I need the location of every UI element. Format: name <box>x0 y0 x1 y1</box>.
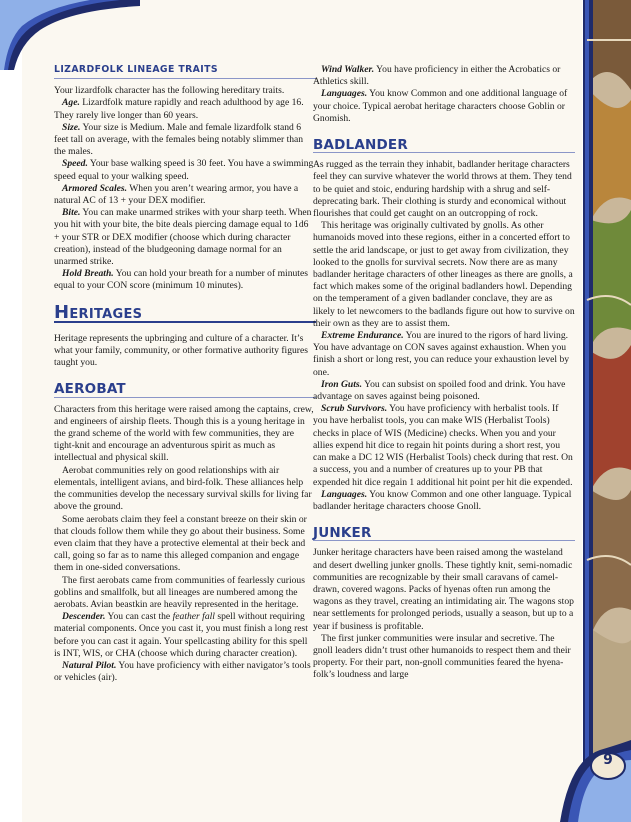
trait-languages-aerobat <box>313 88 575 125</box>
trait-text: You are inured to the rigors of hard living. You have advantage on CON saves against exhaustion. When you finish a short or long rest, you can reduce your exhaustion level by one. <box>313 330 570 378</box>
trait-text: You have proficiency with either navigator’s tools or vehicles (air). <box>54 659 311 684</box>
page-number: 9 <box>603 752 613 768</box>
trait-text: Your base walking speed is 30 feet. You have a swimming speed equal to your walking speed. <box>54 158 314 182</box>
left-column <box>54 60 316 684</box>
trait-age <box>54 97 316 121</box>
heading-lizardfolk-traits: LIZARDFOLK LINEAGE TRAITS <box>54 64 316 79</box>
trait-name: Speed. <box>62 158 88 170</box>
right-column <box>313 64 575 682</box>
trait-name: Iron Guts. <box>321 378 363 390</box>
trait-name: Bite. <box>62 207 81 219</box>
trait-size <box>54 122 316 159</box>
trait-text: You have proficiency in either the Acrobatics or Athletics skill. <box>313 64 561 88</box>
trait-name: Age. <box>62 97 80 109</box>
trait-name: Scrub Survivors. <box>321 403 388 415</box>
trait-text: You can cast the <box>105 611 173 623</box>
heritages-paragraph: Heritage represents the upbringing and culture of a character. It’s what your family, community, or other formative authority figures taught you. <box>54 332 308 369</box>
trait-text: You have proficiency with herbalist tools. If you have herbalist tools, you can make WIS (Herbalist Tools) checks in place of WIS (Medicine) checks. When you and your allies expend hit dice to regain hit points during a short rest, you can make a DC 12 WIS (Herbalist Tools) check during that rest. On a success, you and a number of creatures up to your PB that expended hit dice regain 1 additional hit point per hit die expended. <box>313 403 573 488</box>
trait-name: Armored Scales. <box>62 182 128 194</box>
trait-text: Lizardfolk mature rapidly and reach adulthood by age 16. They rarely live longer than 60 years. <box>54 97 304 121</box>
trait-name: Hold Breath. <box>62 268 114 280</box>
trait-text: You know Common and one other language. Typical badlander heritage characters choose Gnoll. <box>313 488 572 512</box>
trait-name: Natural Pilot. <box>62 659 117 671</box>
heading-heritages: Heritages <box>54 307 316 323</box>
trait-natural-pilot <box>54 660 316 684</box>
spell-name: feather fall <box>172 611 215 623</box>
trait-languages-badlander <box>313 489 575 513</box>
badlander-paragraph-2: This heritage was originally cultivated by gnolls. As other humanoids moved into these regions, either in a concerted effort to settle the arid landscape, or just to get away from civilization, they looked to the gnolls for survival secrets. Now there are as many badlander heritage characters of other lineages as there are gnolls, a fact which makes some of the original badlanders howl. Depending on the temperament of a given badlander conclave, they are as likely to let newcomers to the badlands figure out how to survive on their own as they are to assist them. <box>313 220 575 329</box>
trait-text: You know Common and one additional language of your choice. Typical aerobat heritage characters choose Goblin or Gnomish. <box>313 88 568 124</box>
aerobat-paragraph-4: The first aerobats came from communities of fearlessly curious goblins and smallfolk, but all lineages are numbered among the aerobats. Avian beastkin are heavily represented in the heritage. <box>54 574 305 610</box>
aerobat-paragraph-1: Characters from this heritage were raised among the captains, crew, and engineers of airship fleets. Though this is a young heritage in the grand scheme of the world with few communities, they are tight-knit and encourage an adventurous spirit as much as intellectual and physical skill. <box>54 403 314 464</box>
junker-paragraph-1: Junker heritage characters have been raised among the wasteland and desert dwelling junker gnolls. These tightly knit, semi-nomadic communities are recognizable by their small caravans of camel-drawn, covered wagons. Packs of hyenas often run among the wagons as they travel, creating an intimidating air. The wagons stop near settlements for prolonged periods, usually a season, but up to a year if business is profitable. <box>313 547 574 632</box>
trait-extreme-endurance <box>313 330 575 379</box>
page-tab <box>560 720 631 822</box>
trait-name: Extreme Endurance. <box>321 330 404 342</box>
junker-paragraph-2: The first junker communities were insular and secretive. The gnoll leaders didn’t trust other humanoids to respect them and their property. For their part, non-gnoll communities feared the hyena-folk’s loudness and large <box>313 632 571 681</box>
trait-name: Languages. <box>321 488 368 500</box>
trait-name: Wind Walker. <box>321 64 375 75</box>
trait-text: You can subsist on spoiled food and drink. You have advantage on saves against being poisoned. <box>313 378 566 403</box>
heading-aerobat: AEROBAT <box>54 383 316 397</box>
trait-name: Descender. <box>62 611 106 623</box>
aerobat-paragraph-2: Aerobat communities rely on good relationships with air elementals, intelligent avians, and bird-folk. These alliances help the communities develop the necessary survival skills for living far above the ground. <box>54 464 312 513</box>
trait-scrub-survivors <box>313 403 575 488</box>
trait-iron-guts <box>313 379 575 403</box>
trait-text: spell without requiring material components. Once you cast it, you must finish a long rest before you can cast it again. Your spellcasting ability for this spell is INT, WIS, or CHA (choose which during character creation). <box>54 611 308 659</box>
lizardfolk-intro: Your lizardfolk character has the following hereditary traits. <box>54 85 285 97</box>
trait-name: Languages. <box>321 88 368 100</box>
trait-speed <box>54 158 316 182</box>
trait-text: When you aren’t wearing armor, you have a natural AC of 13 + your DEX modifier. <box>54 182 299 207</box>
trait-descender <box>54 611 316 660</box>
trait-text: You can make unarmed strikes with your sharp teeth. When you hit with your bite, the bite deals piercing damage equal to 1d6 + your STR or DEX modifier (choose which during character creation), instead of the bludgeoning damage normal for an unarmed strike. <box>54 207 312 268</box>
heading-junker: JUNKER <box>313 527 575 541</box>
trait-name: Size. <box>62 121 81 133</box>
badlander-paragraph-1: As rugged as the terrain they inhabit, badlander heritage characters feel they can survive whatever the world throws at them. They tend to be quiet and stoic, enduring hardship with a shrug and self-deprecating bark. Their clothing is sturdy and economical without flourishes that could get caught on an outcropping of rock. <box>313 159 572 220</box>
trait-hold-breath <box>54 268 316 292</box>
trait-bite <box>54 207 316 268</box>
trait-text: You can hold your breath for a number of minutes equal to your CON score (minimum 10 minutes). <box>54 268 308 292</box>
trait-wind-walker <box>313 64 575 88</box>
heading-badlander: BADLANDER <box>313 139 575 153</box>
trait-armored-scales <box>54 183 316 207</box>
trait-text: Your size is Medium. Male and female lizardfolk stand 6 feet tall on average, with the females being notably slimmer than the males. <box>54 121 304 158</box>
aerobat-paragraph-3: Some aerobats claim they feel a constant breeze on their skin or that clouds follow them while they go about their business. Some even claim that they have a protective elemental at their beck and call, going so far as to name this alleged companion and engage them in one-sided conversations. <box>54 513 307 574</box>
